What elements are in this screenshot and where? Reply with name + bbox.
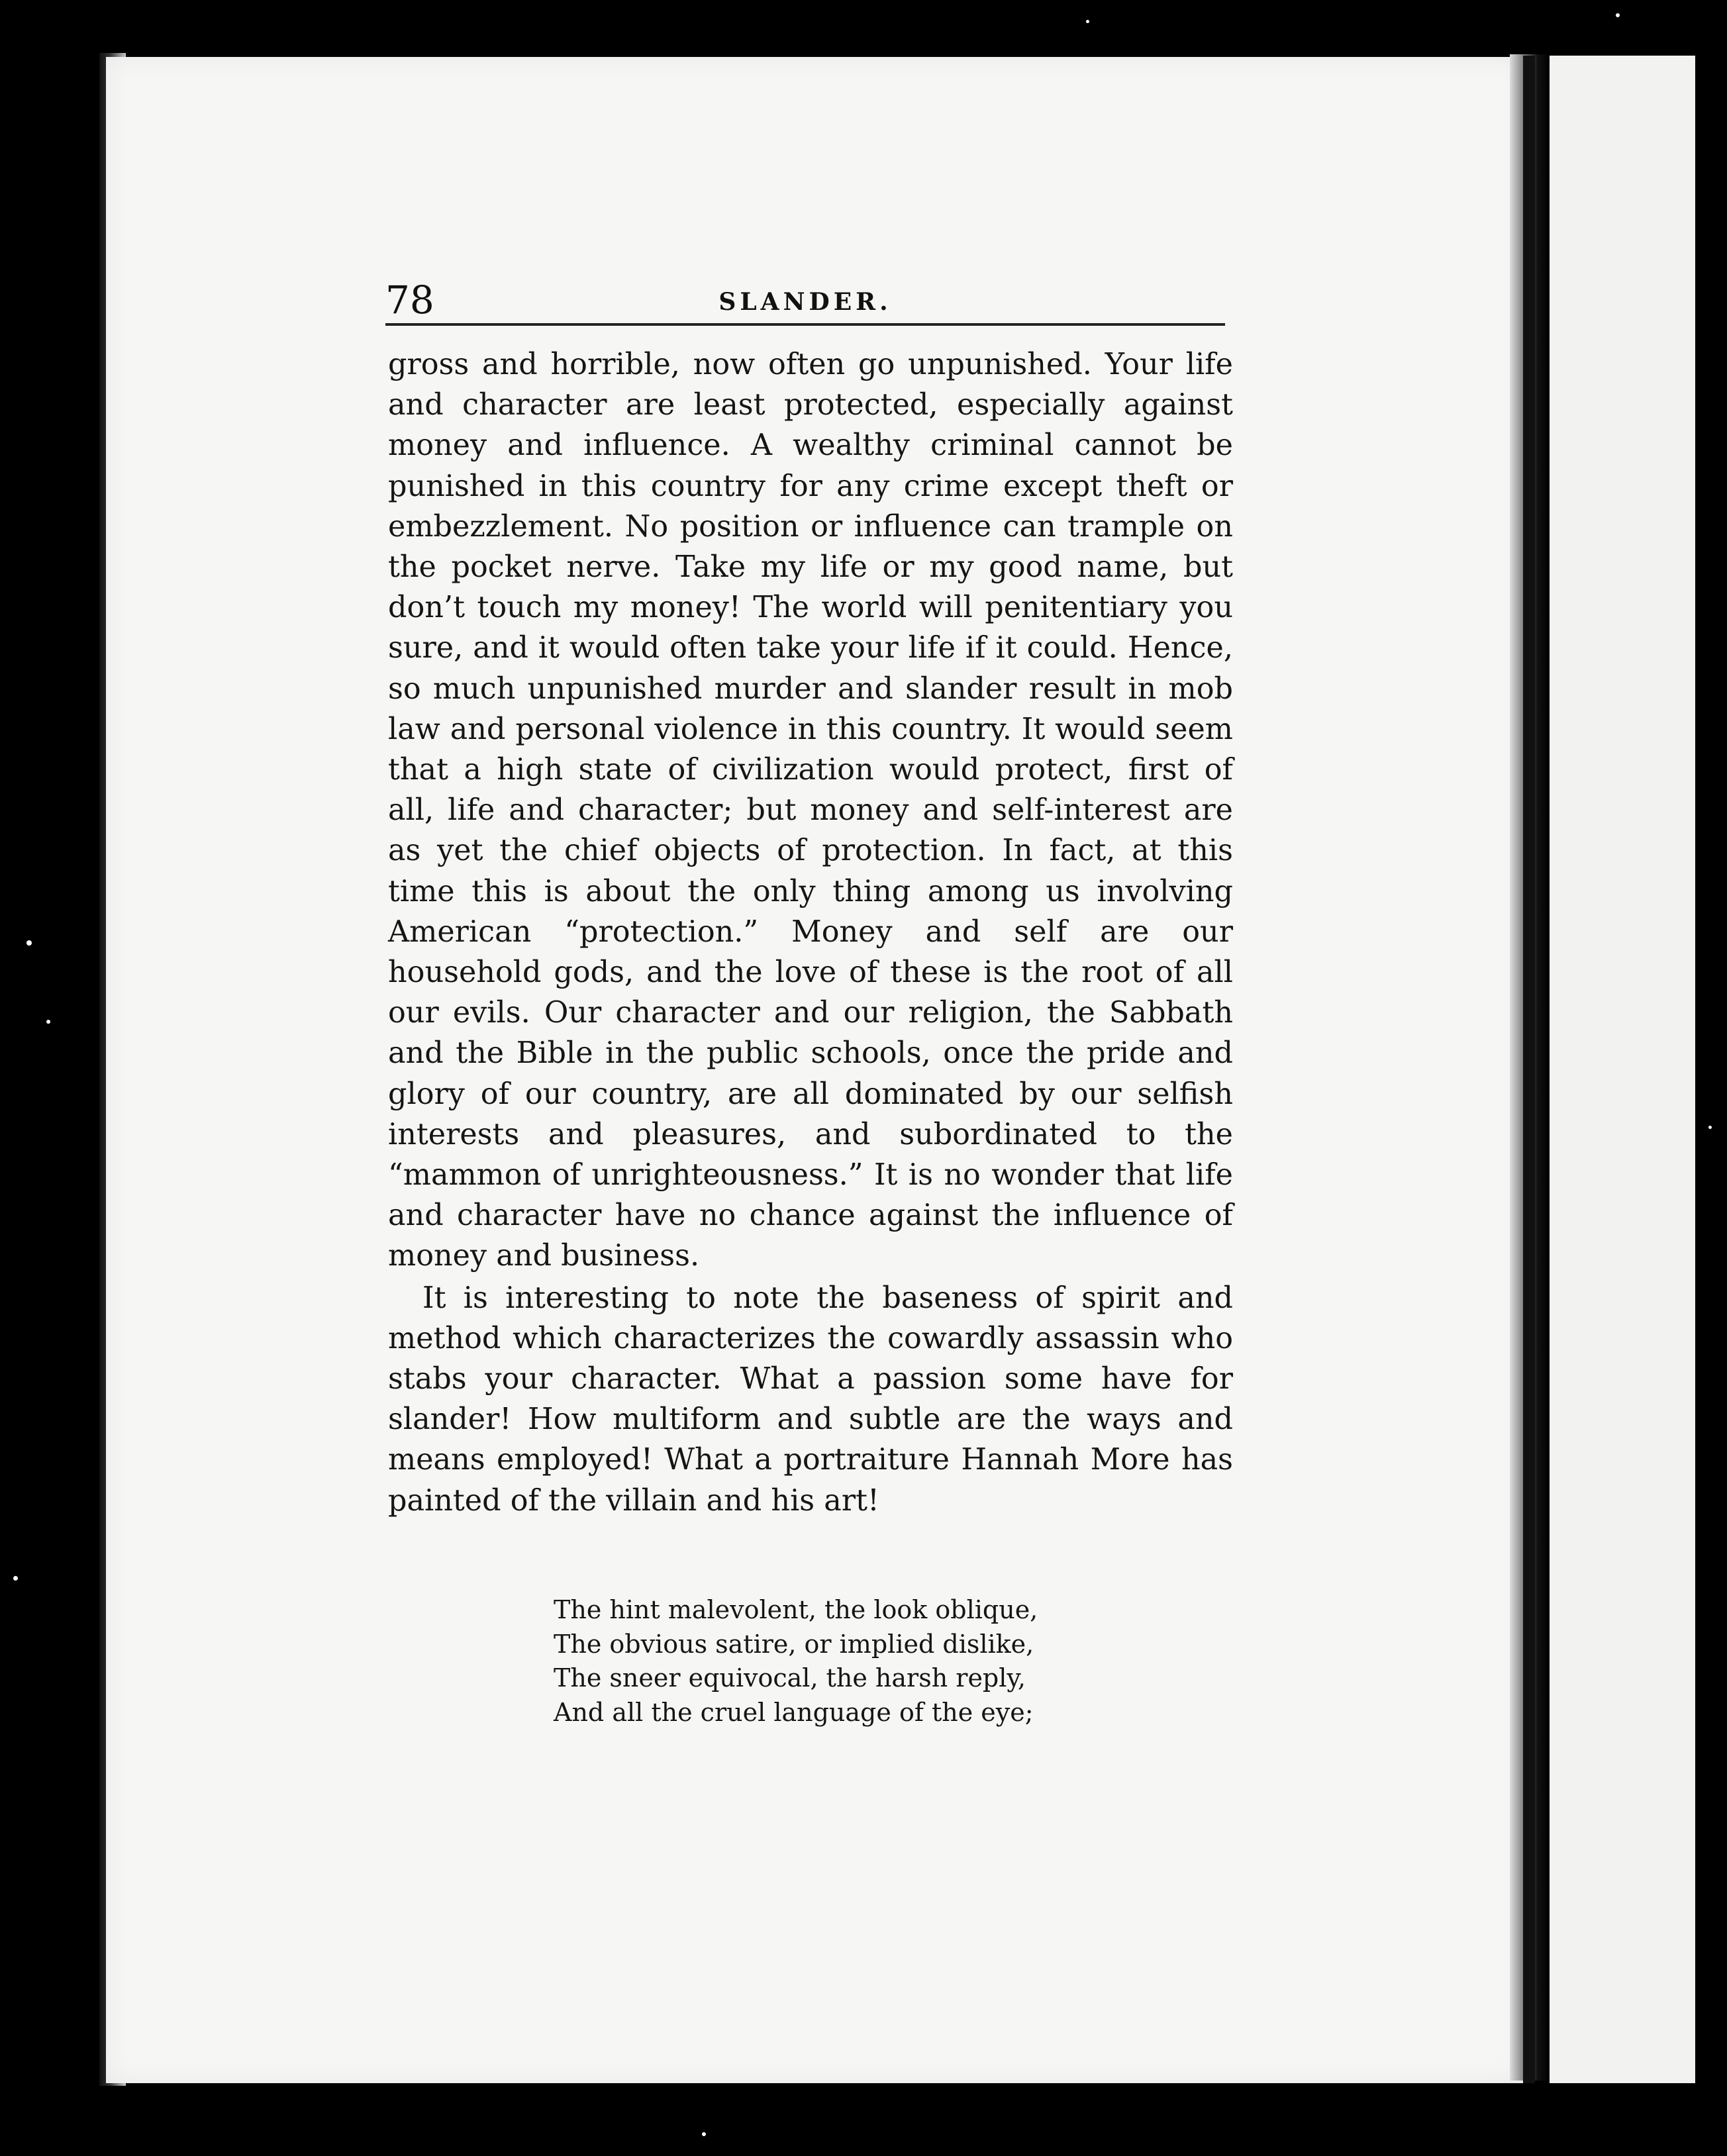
verse-line: The sneer equivocal, the harsh reply, [554, 1663, 1026, 1692]
scan-speck [1086, 20, 1089, 23]
scan-speck [1616, 13, 1620, 17]
paragraph: It is interesting to note the baseness of spirit and method which characterizes the cowardly assassin who stabs your character. What a passion some have for slander! How multiform and subtle are the ways and means employed! What a portraiture Hannah More has painted of the villain and his art! [388, 1281, 1233, 1518]
page-number: 78 [385, 277, 434, 322]
verse-line: And all the cruel language of the eye; [554, 1697, 1034, 1727]
facing-page-gutter [1523, 56, 1535, 2083]
scan-speck [46, 1020, 50, 1024]
body-text [388, 344, 1233, 1521]
scan-speck [13, 1576, 18, 1581]
verse-line: The hint malevolent, the look oblique, [554, 1595, 1038, 1624]
facing-page-edge [1550, 56, 1695, 2083]
running-title: SLANDER. [718, 288, 892, 316]
scan-speck [26, 940, 32, 946]
scan-speck [702, 2132, 706, 2136]
paragraph: gross and horrible, now often go unpunished. Your life and character are least protected, especially against money and influence. A wealthy criminal cannot be punished in this country for any crime except theft or embezzlement. No position or influence can trample on the pocket nerve. Take my life or my good name, but don’t touch my money! The world will penitentiary you sure, and it would often take your life if it could. Hence, so much unpunished murder and slander result in mob law and personal violence in this country. It would seem that a high state of civilization would protect, first of all, life and character; but money and self-interest are as yet the chief objects of protection. In fact, at this time this is about the only thing among us involving American “protection.” Money and self are our household gods, and the love of these is the root of all our evils. Our character and our religion, the Sabbath and the Bible in the public schools, once the pride and glory of our country, are all dominated by our selfish interests and pleasures, and subordinated to the “mammon of unrighteousness.” It is no wonder that life and character have no chance against the influence of money and business. [388, 348, 1233, 1273]
verse-quotation [554, 1593, 1097, 1730]
header-rule [385, 323, 1225, 326]
running-head [385, 277, 1225, 323]
verse-line: The obvious satire, or implied dislike, [554, 1629, 1034, 1659]
scan-speck [1708, 1126, 1712, 1129]
